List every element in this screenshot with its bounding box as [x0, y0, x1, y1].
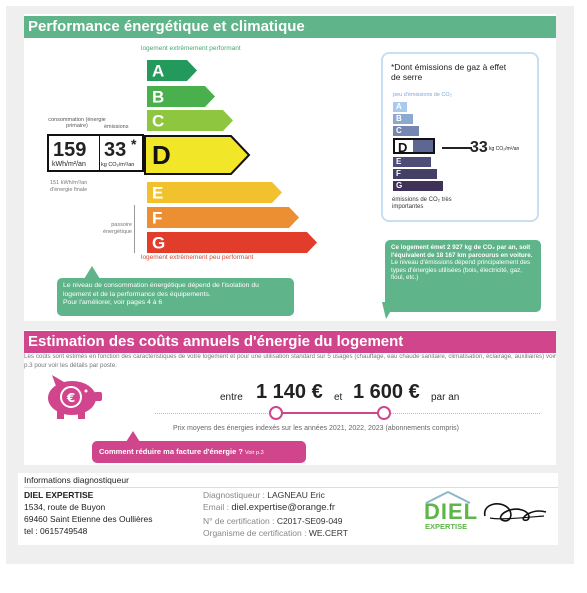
costs-intro: Les coûts sont estimés en fonction des caractéristiques de votre logement et pour une utilisation standard sur 5 usages (chauffage, eau chaude sanitaire, climatisation, éclairage, auxiliaires) voir p.3 pour voir les détails par poste.: [24, 353, 556, 369]
reduce-bill-button[interactable]: [92, 441, 306, 463]
energy-class-letter: E: [152, 183, 164, 203]
diag-address1: 1534, route de Buyon: [24, 502, 106, 512]
piggy-bank-icon: [42, 372, 104, 420]
passoire-note: passoire énergétique: [102, 222, 132, 235]
energy-class-letter: B: [152, 87, 165, 107]
diag-address2: 69460 Saint Etienne des Oullières: [24, 514, 153, 524]
co2-value: 33: [470, 139, 488, 156]
cost-per-year: par an: [431, 392, 460, 403]
co2-class-a: A: [393, 102, 407, 112]
co2-note-bold: Ce logement émet 2 927 kg de CO₂ par an, soit l'équivalent de 18 167 km parcourus en voiture.: [391, 244, 533, 259]
box-divider: [99, 136, 100, 170]
co2-bottom-label: émissions de CO₂ très importantes: [392, 197, 452, 210]
energy-class-letter: G: [152, 233, 166, 253]
green-note-text: Le niveau de consommation énergétique dépend de l'isolation du logement et de la performance des équipements.: [63, 282, 259, 298]
co2-top-label: peu d'émissions de CO₂: [393, 92, 452, 98]
scale-bottom-label: logement extrêmement peu performant: [141, 254, 254, 261]
co2-class-e: E: [393, 157, 431, 167]
diag-heading: Informations diagnostiqueur: [24, 475, 129, 485]
emission-unit: kg CO₂/m²/an: [101, 162, 135, 168]
energy-class-letter: A: [152, 61, 165, 81]
co2-class-d: D: [393, 138, 435, 154]
energy-class-letter: F: [152, 208, 163, 228]
emission-value: 33: [104, 139, 127, 161]
consumption-caption: consommation (énergie primaire): [48, 117, 106, 129]
reduce-bill-ref: Voir p.3: [245, 450, 264, 456]
emission-caption: émissions: [104, 124, 129, 130]
co2-title: *Dont émissions de gaz à effet de serre: [391, 62, 507, 82]
diag-tel: tel : 0615749548: [24, 526, 88, 536]
co2-note: [385, 240, 541, 312]
energy-class-a: [145, 58, 199, 83]
co2-class-b: B: [393, 114, 413, 124]
cert-label: N° de certification :: [203, 516, 275, 526]
org-label: Organisme de certification :: [203, 528, 307, 538]
email-value[interactable]: diel.expertise@orange.fr: [231, 502, 336, 513]
cost-between: entre: [220, 392, 243, 403]
energy-class-c: [145, 108, 235, 133]
diagnostiqueur-row: [203, 490, 325, 500]
passoire-bracket: [134, 205, 139, 253]
green-note: [57, 278, 294, 316]
performance-title: Performance énergétique et climatique: [24, 16, 556, 38]
price-note: Prix moyens des énergies indexés sur les années 2021, 2022, 2023 (abonnements compris): [173, 425, 459, 432]
diagnostiqueur-name: LAGNEAU Eric: [267, 490, 325, 500]
co2-class-c: C: [393, 126, 419, 136]
email-row: [203, 502, 335, 513]
signature-image: [480, 496, 552, 530]
energy-class-d: [143, 134, 251, 176]
range-segment: [276, 412, 383, 414]
consumption-value: 159: [53, 139, 87, 161]
green-note-link[interactable]: Pour l'améliorer, voir pages 4 à 6: [63, 299, 163, 306]
range-low-marker: [269, 406, 283, 420]
cost-high: 1 600 €: [353, 381, 420, 403]
svg-text:€: €: [66, 391, 76, 405]
consumption-unit: kWh/m²/an: [52, 161, 86, 168]
co2-current-arrow: [442, 147, 472, 149]
cert-value: C2017-SE09-049: [276, 516, 343, 526]
co2-class-g: G: [393, 181, 443, 191]
energy-class-letter: D: [152, 140, 171, 170]
costs-title: Estimation des coûts annuels d'énergie du logement: [24, 331, 556, 353]
diagnostiqueur-label: Diagnostiqueur :: [203, 490, 265, 500]
cert-row: [203, 516, 343, 526]
logo-expertise: EXPERTISE: [425, 522, 468, 531]
logo-diel: DIEL: [424, 499, 479, 524]
scale-top-label: logement extrêmement performant: [141, 45, 241, 52]
org-value: WE.CERT: [308, 528, 348, 538]
co2-class-f: F: [393, 169, 437, 179]
reduce-bill-label: Comment réduire ma facture d'énergie ?: [99, 447, 243, 456]
co2-note-regular: Le niveau d'émissions dépend principalement des types d'énergies utilisées (bois, électricité, gaz, fioul, etc.): [391, 259, 531, 282]
org-row: [203, 528, 348, 538]
diag-heading-rule: [24, 487, 558, 488]
emission-star: *: [131, 136, 137, 152]
diag-company: DIEL EXPERTISE: [24, 490, 94, 500]
co2-unit: kg CO₂/m²/an: [489, 146, 520, 152]
energy-class-f: [145, 205, 301, 230]
cost-and: et: [334, 392, 343, 403]
cost-low: 1 140 €: [256, 381, 323, 403]
energy-class-e: [145, 180, 284, 205]
energy-class-g: [145, 230, 319, 255]
energy-class-letter: C: [152, 111, 165, 131]
co2-note-pointer: [382, 302, 396, 320]
range-high-marker: [377, 406, 391, 420]
energy-class-b: [145, 84, 217, 109]
email-label: Email :: [203, 502, 229, 512]
final-energy-note: 151 kWh/m²/an d'énergie finale: [50, 180, 88, 193]
